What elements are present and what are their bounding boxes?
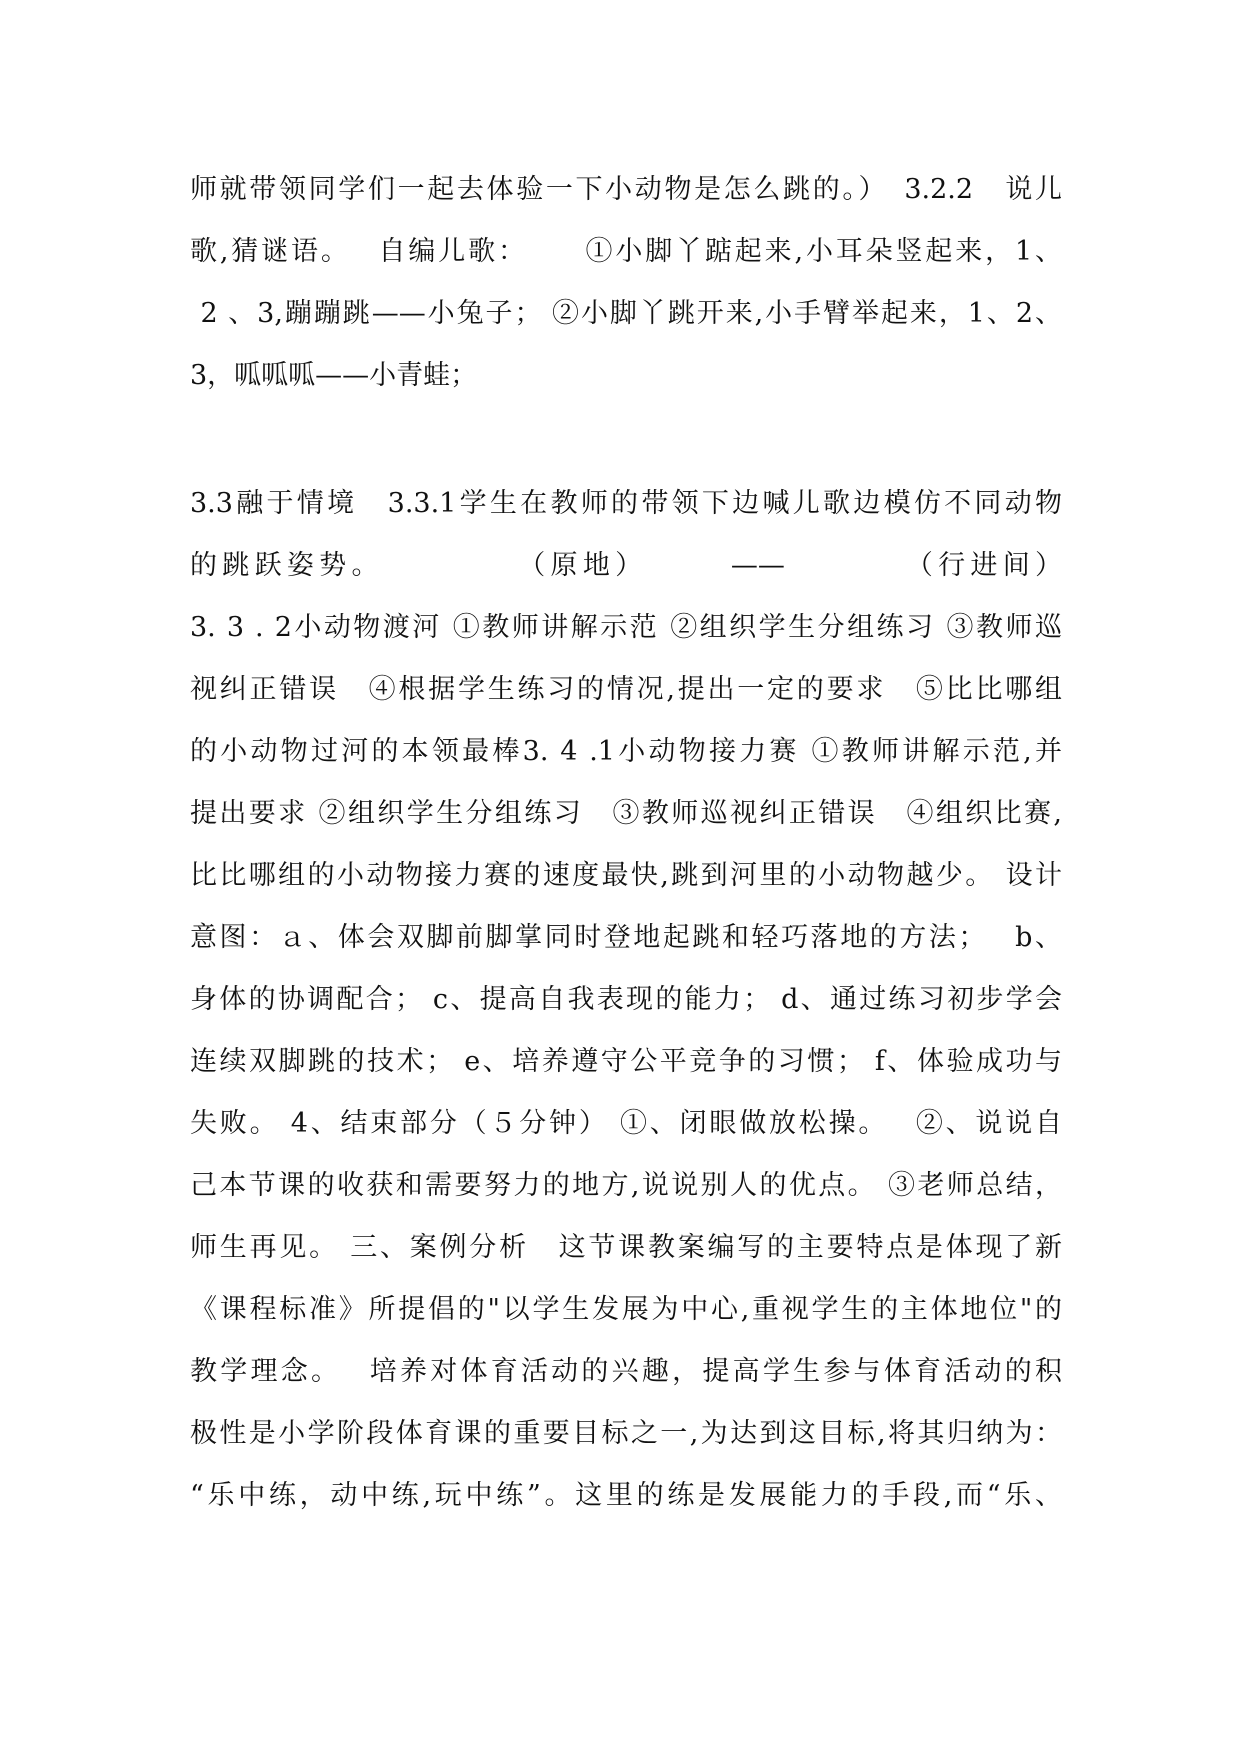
text-line: 3，呱呱呱——小青蛙；	[190, 360, 478, 391]
text-line: 2 、3,蹦蹦跳——小兔子； ②小脚丫跳开来,小手臂举起来，1、2、	[190, 298, 1062, 329]
text-line: 己本节课的收获和需要努力的地方,说说别人的优点。 ③老师总结，	[190, 1170, 1062, 1201]
text-line: 教学理念。 培养对体育活动的兴趣，提高学生参与体育活动的积	[190, 1356, 1062, 1387]
text-line: 的小动物过河的本领最棒3. 4 .1小动物接力赛 ①教师讲解示范,并	[190, 736, 1062, 767]
text-line: 身体的协调配合； c、提高自我表现的能力； d、通过练习初步学会	[190, 984, 1062, 1015]
text-line: 意图：ａ、体会双脚前脚掌同时登地起跳和轻巧落地的方法； b、	[190, 922, 1062, 953]
text-line: 连续双脚跳的技术； e、培养遵守公平竞争的习惯； f、体验成功与	[190, 1046, 1062, 1077]
text-line: 的跳跃姿势。 （原地） —— （行进间）	[190, 550, 1062, 581]
text-line: 比比哪组的小动物接力赛的速度最快,跳到河里的小动物越少。 设计	[190, 860, 1062, 891]
text-line: 师生再见。 三、案例分析 这节课教案编写的主要特点是体现了新	[190, 1232, 1062, 1263]
text-line: 失败。 4、结束部分（５分钟） ①、闭眼做放松操。 ②、说说自	[190, 1108, 1062, 1139]
text-line: 师就带领同学们一起去体验一下小动物是怎么跳的。） 3.2.2 说儿	[190, 174, 1062, 205]
text-line: 歌,猜谜语。 自编儿歌： ①小脚丫踮起来,小耳朵竖起来，1、	[190, 236, 1062, 267]
text-line: 3.3融于情境 3.3.1学生在教师的带领下边喊儿歌边模仿不同动物	[190, 488, 1062, 519]
text-line: 《课程标准》所提倡的"以学生发展为中心,重视学生的主体地位"的	[190, 1294, 1062, 1325]
text-line: 视纠正错误 ④根据学生练习的情况,提出一定的要求 ⑤比比哪组	[190, 674, 1062, 705]
text-line: 提出要求 ②组织学生分组练习 ③教师巡视纠正错误 ④组织比赛,	[190, 798, 1062, 829]
text-line: 极性是小学阶段体育课的重要目标之一,为达到这目标,将其归纳为：	[190, 1418, 1062, 1449]
text-line: 3. 3 . 2小动物渡河 ①教师讲解示范 ②组织学生分组练习 ③教师巡	[190, 612, 1062, 643]
text-line: “乐中练，动中练,玩中练”。这里的练是发展能力的手段,而“乐、	[190, 1480, 1062, 1511]
